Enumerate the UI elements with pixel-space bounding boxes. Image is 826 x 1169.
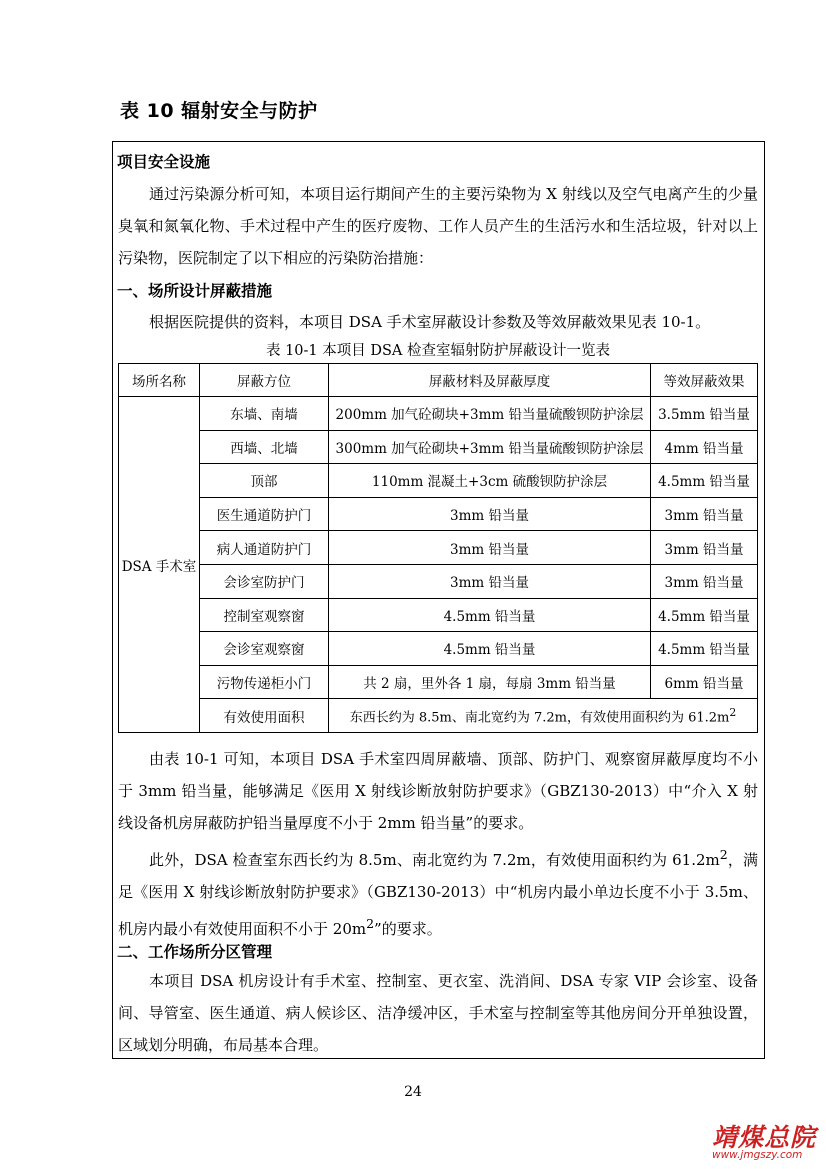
shielding-table bbox=[118, 363, 758, 733]
material-cell: 4.5mm 铅当量 bbox=[329, 598, 651, 632]
effect-cell: 4.5mm 铅当量 bbox=[651, 598, 758, 632]
material-cell: 共 2 扇，里外各 1 扇，每扇 3mm 铅当量 bbox=[329, 665, 651, 699]
table-row bbox=[119, 665, 758, 699]
table-row bbox=[119, 464, 758, 498]
table-row bbox=[119, 564, 758, 598]
paragraph-shielding-intro: 根据医院提供的资料，本项目 DSA 手术室屏蔽设计参数及等效屏蔽效果见表 10-1。 bbox=[149, 313, 711, 331]
effect-cell: 4mm 铅当量 bbox=[651, 430, 758, 464]
paragraph-area-part-b: ，满足《医用 X 射线诊断放射防护要求》（GBZ130-2013）中“机房内最小单边长度不小于 3.5m、机房内最小有效使用面积不小于 20m bbox=[118, 851, 758, 938]
position-cell: 西墙、北墙 bbox=[200, 430, 329, 464]
place-cell: DSA 手术室 bbox=[119, 397, 200, 733]
material-cell: 200mm 加气砼砌块+3mm 铅当量硫酸钡防护涂层 bbox=[329, 397, 651, 431]
header-place: 场所名称 bbox=[119, 364, 200, 397]
position-cell: 会诊室观察窗 bbox=[200, 632, 329, 666]
section-title: 表 10 辐射安全与防护 bbox=[120, 100, 318, 122]
watermark-url: www.jmgszy.com bbox=[712, 1149, 803, 1161]
paragraph-zoning: 本项目 DSA 机房设计有手术室、控制室、更衣室、洗消间、DSA 专家 VIP 会诊室、设备间、导管室、医生通道、病人候诊区、洁净缓冲区，手术室与控制室等其他房间分开单独设置，区域划分明确，布局基本合理。 bbox=[118, 972, 758, 1054]
heading-zoning: 二、工作场所分区管理 bbox=[117, 943, 273, 961]
position-cell: 控制室观察窗 bbox=[200, 598, 329, 632]
position-cell: 顶部 bbox=[200, 464, 329, 498]
table-row bbox=[119, 430, 758, 464]
table-row bbox=[119, 598, 758, 632]
paragraph-area-part-c: ”的要求。 bbox=[374, 920, 442, 938]
table-row bbox=[119, 397, 758, 431]
position-cell: 污物传递柜小门 bbox=[200, 665, 329, 699]
area-label-cell: 有效使用面积 bbox=[200, 699, 329, 733]
effect-cell: 3mm 铅当量 bbox=[651, 497, 758, 531]
effect-cell: 4.5mm 铅当量 bbox=[651, 464, 758, 498]
heading-safety-facilities: 项目安全设施 bbox=[117, 153, 211, 171]
effect-cell: 3mm 铅当量 bbox=[651, 564, 758, 598]
paragraph-area bbox=[118, 839, 758, 945]
heading-shielding-measures: 一、场所设计屏蔽措施 bbox=[117, 282, 273, 300]
effect-cell: 4.5mm 铅当量 bbox=[651, 632, 758, 666]
header-material: 屏蔽材料及屏蔽厚度 bbox=[329, 364, 651, 397]
position-cell: 会诊室防护门 bbox=[200, 564, 329, 598]
material-cell: 4.5mm 铅当量 bbox=[329, 632, 651, 666]
effect-cell: 3mm 铅当量 bbox=[651, 531, 758, 565]
position-cell: 东墙、南墙 bbox=[200, 397, 329, 431]
material-cell: 3mm 铅当量 bbox=[329, 564, 651, 598]
watermark-logo: 靖煤总院 bbox=[712, 1123, 817, 1152]
superscript-squared: 2 bbox=[719, 847, 728, 862]
material-cell: 3mm 铅当量 bbox=[329, 531, 651, 565]
material-cell: 3mm 铅当量 bbox=[329, 497, 651, 531]
material-cell: 110mm 混凝土+3cm 硫酸钡防护涂层 bbox=[329, 464, 651, 498]
paragraph-area-part-a: 此外，DSA 检查室东西长约为 8.5m、南北宽约为 7.2m，有效使用面积约为 61.2m bbox=[149, 851, 720, 869]
paragraph-conclusion: 由表 10-1 可知，本项目 DSA 手术室四周屏蔽墙、顶部、防护门、观察窗屏蔽厚度均不小于 3mm 铅当量，能够满足《医用 X 射线诊断放射防护要求》（GBZ130-2013）中“介入 X 射线设备机房屏蔽防护铅当量厚度不小于 2mm 铅当量”的要求。 bbox=[118, 750, 758, 832]
table-row bbox=[119, 632, 758, 666]
position-cell: 医生通道防护门 bbox=[200, 497, 329, 531]
header-position: 屏蔽方位 bbox=[200, 364, 329, 397]
table-row bbox=[119, 497, 758, 531]
effect-cell: 3.5mm 铅当量 bbox=[651, 397, 758, 431]
table-row bbox=[119, 531, 758, 565]
table-row-area bbox=[119, 699, 758, 733]
material-cell: 300mm 加气砼砌块+3mm 铅当量硫酸钡防护涂层 bbox=[329, 430, 651, 464]
area-value-text: 东西长约为 8.5m、南北宽约为 7.2m，有效使用面积约为 61.2m bbox=[349, 710, 730, 726]
table-header-row bbox=[119, 364, 758, 397]
header-effect: 等效屏蔽效果 bbox=[651, 364, 758, 397]
area-value-cell bbox=[329, 699, 758, 733]
effect-cell: 6mm 铅当量 bbox=[651, 665, 758, 699]
superscript-squared: 2 bbox=[366, 916, 375, 931]
paragraph-intro: 通过污染源分析可知，本项目运行期间产生的主要污染物为 X 射线以及空气电离产生的少量臭氧和氮氧化物、手术过程中产生的医疗废物、工作人员产生的生活污水和生活垃圾，针对以上污染物，医院制定了以下相应的污染防治措施： bbox=[118, 185, 758, 267]
table-caption: 表 10-1 本项目 DSA 检查室辐射防护屏蔽设计一览表 bbox=[265, 343, 611, 359]
area-value-sup: 2 bbox=[729, 706, 737, 719]
position-cell: 病人通道防护门 bbox=[200, 531, 329, 565]
page-number: 24 bbox=[404, 1084, 422, 1100]
